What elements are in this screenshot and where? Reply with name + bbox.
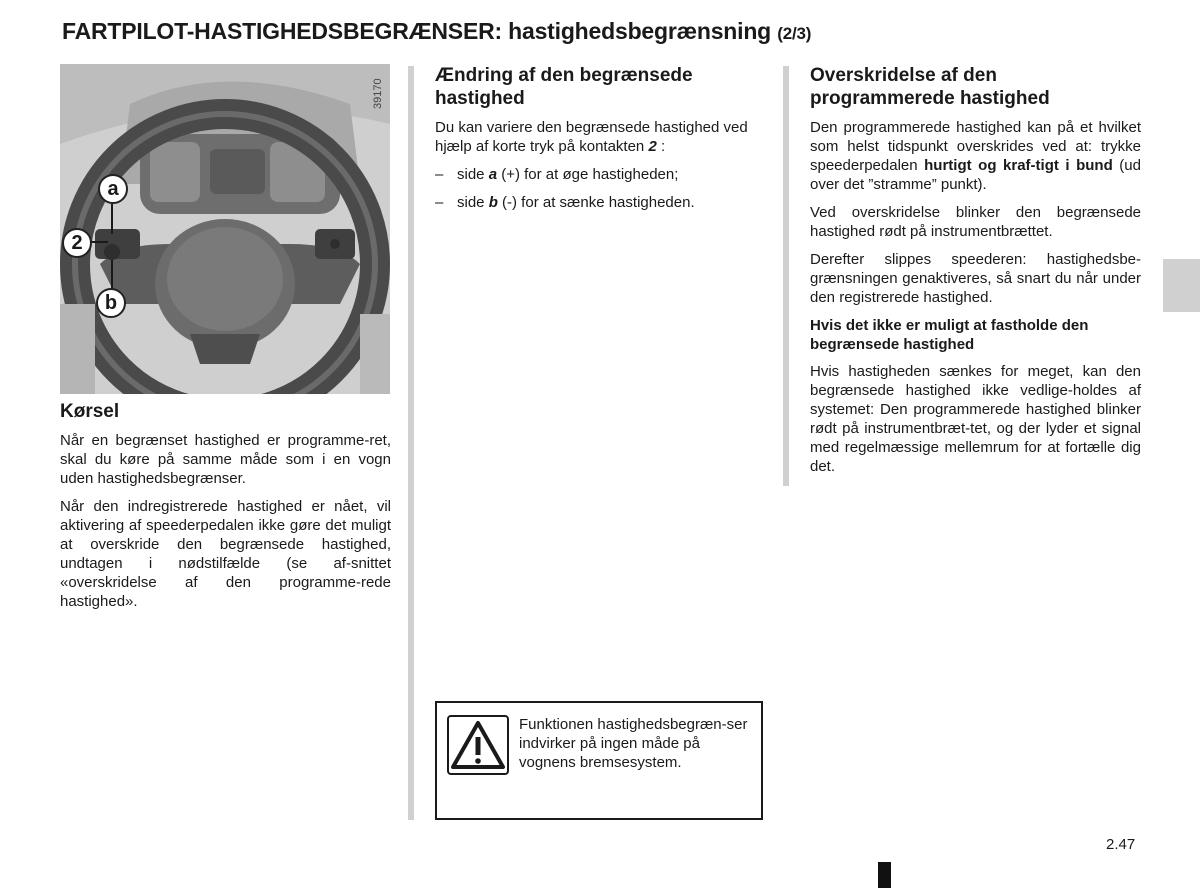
bullet-post: (+) for at øge hastigheden;: [497, 166, 679, 183]
bullet-text: [457, 193, 695, 212]
intro-end: :: [656, 138, 666, 155]
p1-pre: Den programmerede hastighed kan på et hvilket som helst tidspunkt overskrides ved at: trykke speederpedalen: [810, 119, 1141, 174]
bullet-key: b: [488, 194, 498, 211]
paragraph-blink: Ved overskridelse blinker den begrænsede hastighed rødt på instrumentbrættet.: [810, 204, 1141, 240]
steering-wheel-figure: [60, 64, 390, 394]
subheading-not-possible: Hvis det ikke er muligt at fastholde den begrænsede hastighed: [810, 317, 1089, 353]
page-edge-mark: [878, 862, 891, 888]
bullet-pre: side: [457, 166, 489, 183]
left-column: [60, 64, 391, 620]
bullet-post: (-) for at sænke hastigheden.: [497, 194, 695, 211]
section-heading-overskridelse: Overskridelse af den programmerede hastighed: [810, 65, 1050, 109]
bullet-increase: [435, 165, 766, 184]
figure-code: 39170: [372, 78, 384, 110]
warning-box: [435, 701, 763, 820]
bullet-pre: side: [457, 194, 489, 211]
bullet-text: [457, 165, 678, 184]
page-number: 2.47: [1106, 836, 1136, 853]
title-part: (2/3): [777, 24, 812, 43]
p1-bold: hurtigt og kraf-tigt i bund: [924, 157, 1113, 174]
steering-wheel-illustration: [60, 64, 390, 394]
intro-text: Du kan variere den begrænsede hastighed ved hjælp af korte tryk på kontakten: [435, 119, 748, 155]
paragraph-1: Når en begrænset hastighed er programme-ret, skal du køre på samme måde som i en vogn uden hastighedsbegrænser.: [60, 432, 391, 487]
title-main: FARTPILOT-HASTIGHEDSBEGRÆNSER: hastighedsbegrænsning: [62, 18, 772, 44]
switch-reference: 2: [648, 138, 657, 155]
section-heading-korsel: Kørsel: [60, 401, 120, 422]
paragraph-reactivate: Derefter slippes speederen: hastighedsbe-grænsningen genaktiveres, så snart du når under den registrerede hastighed.: [810, 251, 1141, 306]
page-title: [62, 18, 811, 45]
middle-column: [435, 64, 766, 221]
section-heading-aendring: Ændring af den begrænsede hastighed: [435, 65, 693, 109]
p1-post: (ud over det ”stramme” punkt).: [810, 157, 1141, 193]
column-separator-1: [408, 66, 414, 820]
paragraph-overskridelse: [810, 118, 1141, 194]
bullet-dash: –: [435, 166, 444, 183]
bullet-dash: –: [435, 194, 444, 211]
callout-2: 2: [62, 228, 92, 258]
callout-a: a: [98, 174, 128, 204]
bullet-key: a: [488, 166, 498, 183]
warning-text: Funktionen hastighedsbegræn-ser indvirker på ingen måde på vognens bremsesystem.: [519, 716, 748, 771]
paragraph-2: Når den indregistrerede hastighed er nået, vil aktivering af speederpedalen ikke gøre det muligt at overskride den begrænsede hastighed, undtagen i nødstilfælde (se af-snittet «overskridelse af den programme-rede hastighed».: [60, 498, 391, 610]
chapter-tab: [1163, 259, 1200, 312]
paragraph-too-low: Hvis hastigheden sænkes for meget, kan den begrænsede hastighed ikke vedlige-holdes af systemet: Den programmerede hastighed blinker rødt på instrumentbræt-tet, og der lyder et signal med regelmæssige mellemrum for at fortælle dig det.: [810, 363, 1141, 475]
right-column: [810, 64, 1141, 485]
bullet-decrease: [435, 193, 766, 212]
column-separator-2: [783, 66, 789, 486]
intro-paragraph: [435, 118, 766, 156]
warning-triangle-icon: [447, 715, 509, 775]
callout-b: b: [96, 288, 126, 318]
